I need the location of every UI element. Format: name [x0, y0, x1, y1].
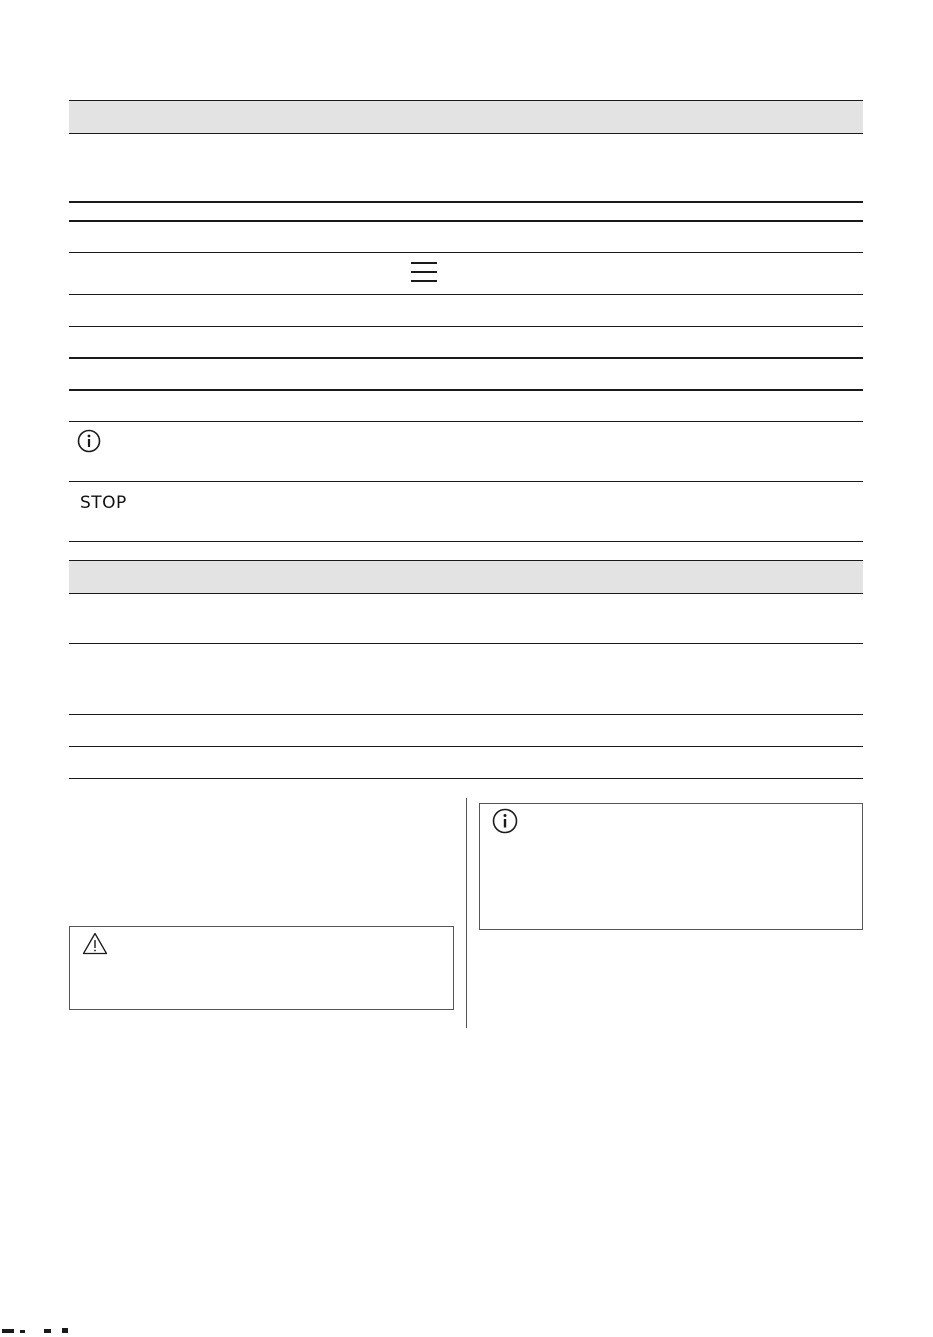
- cropped-footer-mark: [0, 1318, 80, 1324]
- stop-label: STOP: [80, 493, 127, 513]
- table1-rule: [69, 294, 863, 295]
- warning-icon: [82, 932, 108, 955]
- table2-rule: [69, 714, 863, 715]
- warning-box: [69, 926, 454, 1010]
- table2-rule: [69, 746, 863, 747]
- table1-rule: [69, 201, 863, 203]
- table1-header-band: [69, 101, 863, 133]
- table1-rule: [69, 133, 863, 134]
- table1-rule: [69, 252, 863, 253]
- table1-rule: [69, 100, 863, 101]
- table1-rule: [69, 541, 863, 542]
- table1-rule: [69, 421, 863, 422]
- table1-rule: [69, 389, 863, 391]
- table2-rule: [69, 560, 863, 561]
- info-icon: [492, 808, 518, 834]
- menu-icon: [411, 261, 437, 283]
- table2-rule: [69, 778, 863, 779]
- table1-rule: [69, 220, 863, 222]
- table1-rule: [69, 481, 863, 482]
- table1-rule: [69, 357, 863, 359]
- table1-rule: [69, 326, 863, 327]
- table2-rule: [69, 593, 863, 594]
- table2-header-band: [69, 561, 863, 593]
- info-icon: [77, 429, 101, 453]
- info-box: [479, 803, 863, 930]
- table2-rule: [69, 643, 863, 644]
- column-divider: [466, 798, 467, 1028]
